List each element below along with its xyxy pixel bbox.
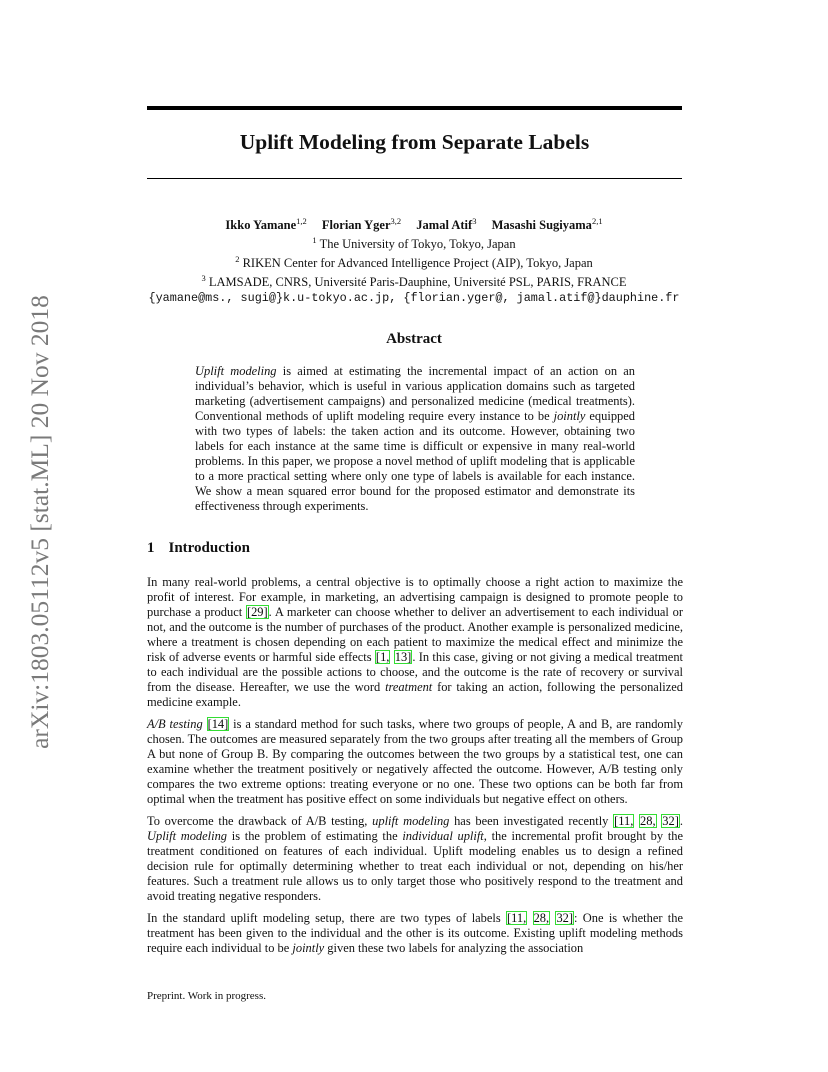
introduction-body: [147, 575, 683, 963]
author-emails: {yamane@ms., sugi@}k.u-tokyo.ac.jp, {florian.yger@, jamal.atif@}dauphine.fr: [148, 290, 680, 305]
paragraph: To overcome the drawback of A/B testing, uplift modeling has been investigated recently [11, 28, 32]. Uplift modeling is the problem of estimating the individual uplift, the incremental profit brought by the treatment conditioned on features of each individual. Uplift modeling enables us to design a refined decision rule for optimally determining whether to treat each individual or not, depending on his/her features. Such a treatment rule allows us to only target those who positively respond to the treatment and avoid treating negative responders.: [147, 814, 684, 903]
citation-link[interactable]: [11,: [507, 911, 527, 925]
citation-link[interactable]: [11,: [614, 814, 634, 828]
author-names: [100, 214, 728, 233]
author: Ikko Yamane$^{1,2}$: [225, 216, 307, 233]
citation-link[interactable]: 32]: [662, 814, 679, 828]
paragraph: In many real-world problems, a central objective is to optimally choose a right action to maximize the profit of interest. For example, in marketing, an advertising campaign is designed to promote people to purchase a product [29]. A marketer can choose whether to deliver an advertisement to each individual or not, and the outcome is the number of purchases of the product. Another example is personalized medicine, where a treatment is chosen depending on each patient to maximize the medical effect and minimize the risk of adverse events or harmful side effects [1, 13]. In this case, giving or not giving a medical treatment to each individual are the possible actions to choose, and the outcome is the rate of recovery or survival from the disease. Hereafter, we use the word treatment for taking an action, following the personalized medicine example.: [147, 575, 684, 709]
page-footer: Preprint. Work in progress.: [147, 990, 266, 1002]
author: Florian Yger$^{3,2}$: [321, 216, 402, 233]
citation-link[interactable]: [1,: [375, 650, 390, 664]
title-rule-top: [147, 106, 682, 110]
arxiv-sidebar: [22, 272, 58, 772]
section-heading-introduction: 1 Introduction: [147, 540, 250, 556]
affiliation: $^2$ RIKEN Center for Advanced Intelligence Project (AIP), Tokyo, Japan: [235, 254, 593, 271]
author-block: [100, 214, 728, 306]
author: Jamal Atif$^3$: [416, 216, 477, 233]
abstract-text: Uplift modeling is aimed at estimating the incremental impact of an action on an individual’s behavior, which is useful in various application domains such as targeted marketing (advertisement campaigns) and personalized medicine (medical treatments). Conventional methods of uplift modeling require every instance to be jointly equipped with two types of labels: the taken action and its outcome. However, obtaining two labels for each instance at the same time is difficult or expensive in many real-world problems. In this paper, we propose a novel method of uplift modeling that is applicable to a more practical setting where only one type of labels is available for each instance. We show a mean squared error bound for the proposed estimator and demonstrate its effectiveness through experiments.: [195, 364, 635, 513]
citation-link[interactable]: 28,: [640, 814, 656, 828]
affiliation: $^1$ The University of Tokyo, Tokyo, Japan: [312, 235, 516, 252]
paper-title: Uplift Modeling from Separate Labels: [239, 130, 590, 154]
citation-link[interactable]: [29]: [246, 605, 268, 619]
abstract-heading: Abstract: [386, 331, 442, 347]
citation-link[interactable]: 13]: [394, 650, 412, 664]
paragraph: A/B testing [14] is a standard method for such tasks, where two groups of people, A and B, are randomly chosen. The outcomes are measured separately from the two groups after treating all the members of Group A but none of Group B. By comparing the outcomes between the two groups by a statistical test, one can examine whether the treatment positively or negatively affected the outcome. However, A/B testing only compares the two extreme options: treating everyone or no one. These two options can be both far from optimal when the treatment has positive effect on some individuals but negative effect on others.: [147, 717, 683, 806]
author: Masashi Sugiyama$^{2,1}$: [491, 216, 603, 233]
affiliation: $^3$ LAMSADE, CNRS, Université Paris-Dauphine, Université PSL, PARIS, FRANCE: [201, 273, 627, 290]
arxiv-stamp: arXiv:1803.05112v5 [stat.ML] 20 Nov 2018: [25, 295, 54, 749]
citation-link[interactable]: 32]: [556, 911, 574, 925]
paragraph: In the standard uplift modeling setup, there are two types of labels [11, 28, 32]: One is whether the treatment has been given to the individual and the other is its outcome. Existing uplift modeling methods require each individual to be jointly given these two labels for analyzing the association: [147, 911, 683, 955]
title-rule-bottom: [147, 178, 682, 179]
citation-link[interactable]: [14]: [207, 717, 229, 731]
citation-link[interactable]: 28,: [533, 911, 550, 925]
